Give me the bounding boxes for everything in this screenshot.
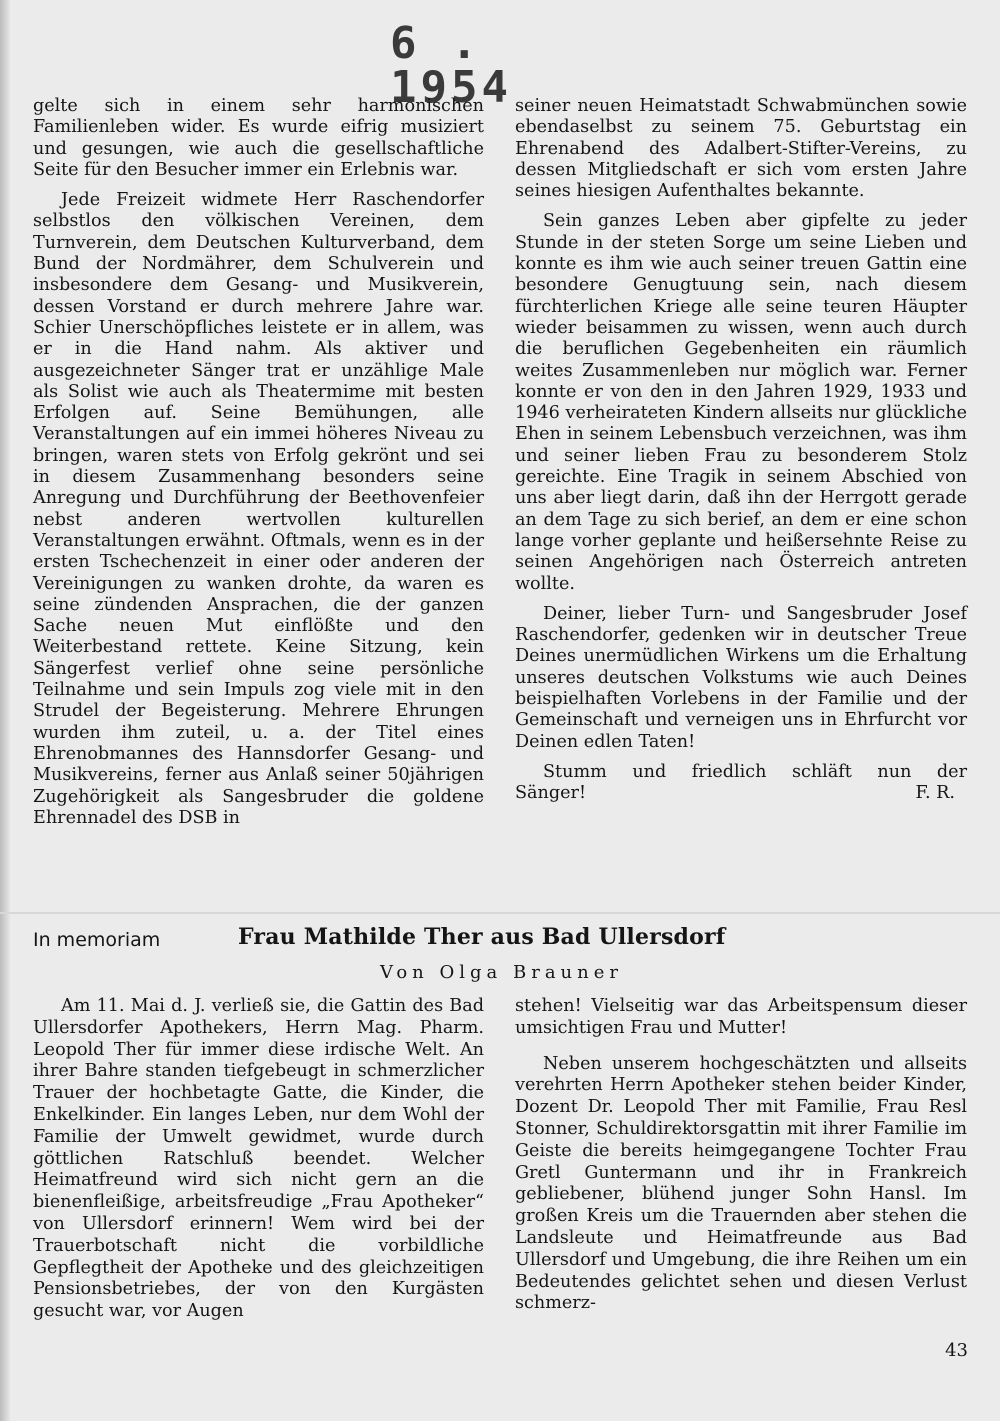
paragraph: Sein ganzes Leben aber gipfelte zu jeder Stunde in der steten Sorge um seine Lieben und konnte es ihm wie auch seiner treuen Gattin eine besondere Genugtuung sein, nach diesem fürchterlichen Kriege alle seine teuren Häupter wieder beisammen zu wissen, wenn auch durch die beruflichen Gegebenheiten ein räumlich weites Zusammenleben nur möglich war. Ferner konnte er von den in den Jahren 1929, 1933 und 1946 verheirateten Kindern allseits nur glückliche Ehen in seinem Lebensbuch verzeichnen, was ihm und seiner lieben Frau zu besonderem Stolz gereichte. Eine Tragik in seinem Abschied von uns aber liegt darin, daß ihn der Herrgott gerade an dem Tage zu sich berief, an dem er eine schon lange vorher geplante und heißersehnte Reise zu seinen Angehörigen nach Österreich antreten wollte.	[515, 211, 967, 594]
closing-line: Stumm und friedlich schläft nun der	[543, 761, 967, 782]
page-spine-shadow	[0, 0, 10, 1421]
signature-line	[515, 783, 967, 804]
page-number: 43	[945, 1340, 968, 1361]
issue-stamp: 6 . 1954	[390, 18, 512, 113]
article-byline: Von Olga Brauner	[380, 962, 623, 983]
paragraph: stehen! Vielseitig war das Arbeitspensum dieser umsichtigen Frau und Mutter!	[515, 996, 967, 1038]
paragraph: Deiner, lieber Turn- und Sangesbruder Josef Raschendorfer, gedenken wir in deutscher Treue Deines unermüdlichen Wirkens um die Erhaltung unseres deutschen Volkstums wie auch Deines beispielhaften Vorlebens in der Familie und der Gemeinschaft und verneigen uns in Ehrfurcht vor Deinen edlen Taten!	[515, 603, 967, 752]
article1-column-left	[33, 96, 484, 829]
closing-word: Sänger!	[515, 783, 587, 804]
author-signature: F. R.	[915, 783, 955, 804]
article1-column-right	[515, 96, 967, 805]
article2-column-right	[515, 996, 967, 1315]
paragraph: Neben unserem hochgeschätzten und allseits verehrten Herrn Apotheker stehen beider Kinder, Dozent Dr. Leopold Ther mit Familie, Frau Resl Stonner, Schuldirektorsgattin mit ihrer Familie im Geiste die bereits heimgegangene Tochter Frau Gretl Guntermann und ihr in Frankreich gebliebener, blühend junger Sohn Hansl. Im großen Kreis um die Trauernden aber stehen die Landsleute und Heimatfreunde aus Bad Ullersdorf und Umgebung, die ihre Reihen um ein Bedeutendes gelichtet sehen und diesen Verlust schmerz-	[515, 1053, 967, 1314]
paragraph: seiner neuen Heimatstadt Schwabmünchen sowie ebendaselbst zu seinem 75. Geburtstag ein Ehrenabend des Adalbert-Stifter-Vereins, zu dessen Mitgliedschaft er sich vom ersten Jahre seines hiesigen Aufenthaltes bekannte.	[515, 96, 967, 202]
paragraph: gelte sich in einem sehr harmonischen Familienleben wider. Es wurde eifrig musiziert und gesungen, wie auch die gesellschaftliche Seite für den Besucher immer ein Erlebnis war.	[33, 96, 484, 180]
paragraph: Am 11. Mai d. J. verließ sie, die Gattin des Bad Ullersdorfer Apothekers, Herrn Mag. Pharm. Leopold Ther für immer diese irdische Welt. An ihrer Bahre standen tiefgebeugt in schmerzlicher Trauer der hochbetagte Gatte, die Kinder, die Enkelkinder. Ein langes Leben, nur dem Wohl der Familie der Umwelt gewidmet, wurde durch göttlichen Ratschluß beendet. Welcher Heimatfreund wird sich nicht gern an die bienenfleißige, arbeitsfreudige „Frau Apotheker“ von Ullersdorf erinnern! Wem wird bei der Trauerbotschaft nicht die vorbildliche Gepflegtheit der Apotheke und des gleichzeitigen Pensionsbetriebes, der von den Kurgästen gesucht war, vor Augen	[33, 996, 484, 1322]
article2-column-left	[33, 996, 484, 1323]
section-kicker: In memoriam	[33, 929, 161, 951]
section-divider	[0, 912, 1000, 914]
paragraph: Jede Freizeit widmete Herr Raschendorfer selbstlos den völkischen Vereinen, dem Turnverein, dem Deutschen Kulturverband, dem Bund der Nordmährer, dem Schulverein und insbesondere dem Gesang- und Musikverein, dessen Vorstand er durch mehrere Jahre war. Schier Unerschöpfliches leistete er in allem, was er in die Hand nahm. Als aktiver und ausgezeichneter Sänger trat er unzählige Male als Solist wie auch als Theatermime mit besten Erfolgen auf. Seine Bemühungen, alle Veranstaltungen auf ein immei höheres Niveau zu bringen, waren stets von Erfolg gekrönt und sei in diesem Zusammenhang besonders seine Anregung und Durchführung der Beethovenfeier nebst anderen wertvollen kulturellen Veranstaltungen erwähnt. Oftmals, wenn es in der ersten Tschechenzeit in einer oder anderen der Vereinigungen zu wanken drohte, da waren es seine zündenden Ansprachen, die der ganzen Sache neuen Mut einflößte und den Weiterbestand rettete. Keine Sitzung, kein Sängerfest verlief ohne seine persönliche Teilnahme und sein Impuls zog viele mit in den Strudel der Begeisterung. Mehrere Ehrungen wurden ihm zuteil, u. a. der Titel eines Ehrenobmannes des Hannsdorfer Gesang- und Musikvereins, ferner aus Anlaß seiner 50jährigen Zugehörigkeit als Sangesbruder die goldene Ehrennadel des DSB in	[33, 190, 484, 828]
article-title: Frau Mathilde Ther aus Bad Ullersdorf	[238, 924, 726, 950]
